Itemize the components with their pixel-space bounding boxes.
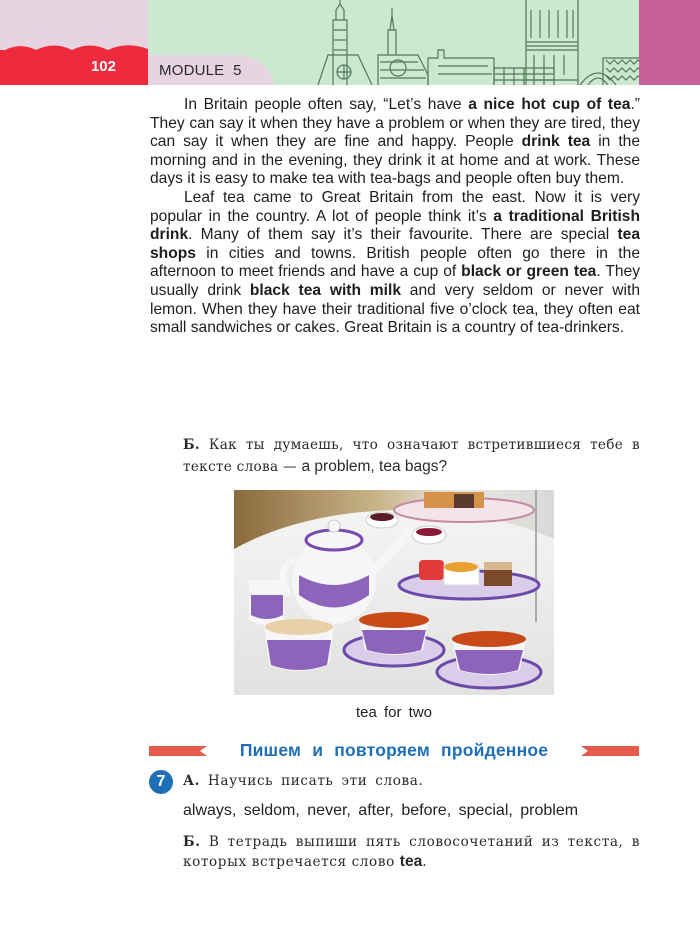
task-b-english-words: a problem, tea bags?: [301, 458, 448, 475]
module-label: MODULE 5: [159, 62, 242, 79]
text-run: . They usually drink: [150, 263, 640, 299]
header-right-band: [639, 0, 700, 85]
reading-paragraph-1: [150, 96, 640, 189]
exercise-b-keyword: tea: [399, 853, 423, 870]
exercise-b-instruction: [183, 832, 640, 872]
highlighted-phrase: a nice hot cup of tea: [468, 96, 631, 113]
text-run: and very seldom or never with lemon. When they have their traditional five o’clock tea, they often eat small sandwiches or cakes. Great Britain is a country of tea-drinkers.: [150, 281, 641, 337]
exercise-number-badge: 7: [149, 770, 173, 794]
task-b-text: Как ты думаешь, что означают встретившиеся тебе в тексте слова —: [183, 437, 640, 475]
highlighted-phrase: black tea with milk: [249, 281, 402, 299]
reading-paragraph-2: [150, 189, 640, 338]
text-run: in cities and towns. British people often go there in the afternoon to meet friends and have a cup of: [150, 244, 640, 281]
exercise-b-end: .: [422, 854, 428, 870]
vocabulary-word-list: always, seldom, never, after, before, special, problem: [183, 802, 579, 819]
page-number: 102: [90, 58, 116, 75]
page-number-tab: [0, 50, 148, 85]
text-run: . Many of them say it’s their favourite. There are special: [188, 226, 618, 244]
photo-caption: tea for two: [355, 704, 433, 721]
module-tab: [148, 55, 273, 85]
page-header: [0, 0, 700, 85]
task-b-label: Б.: [183, 437, 200, 453]
highlighted-phrase: drink tea: [521, 133, 591, 151]
text-run: .” They can say it when they have a problem or when they are tired, they can say it when they are fine and happy. People: [150, 96, 640, 151]
exercise-a-instruction: [183, 773, 423, 789]
ribbon-right-icon: [581, 746, 639, 756]
exercise-a-text: Научись писать эти слова.: [200, 773, 424, 789]
highlighted-phrase: black or green tea: [461, 263, 597, 281]
tea-set-illustration: [234, 490, 554, 695]
exercise-b-label: Б.: [183, 834, 201, 850]
reading-text: [150, 96, 640, 338]
section-header: [149, 740, 639, 764]
task-b-question: [183, 435, 640, 478]
text-run: in the morning and in the evening, they drink it at home and at work. These days it is easy to make tea with tea-bags and people often buy them.: [150, 133, 640, 188]
exercise-b-text: В тетрадь выпиши пять словосочетаний из текста, в которых встречается слово: [183, 834, 640, 870]
exercise-a-label: А.: [183, 773, 201, 789]
tea-set-photo: [234, 490, 554, 695]
ribbon-left-icon: [149, 746, 207, 756]
text-run: In Britain people often say, “Let’s have: [184, 96, 469, 113]
highlighted-phrase: a traditional British drink: [150, 207, 640, 244]
highlighted-phrase: tea shops: [150, 226, 640, 262]
text-run: Leaf tea came to Great Britain from the east. Now it is very popular in the country. A lot of people think it’s: [150, 188, 640, 225]
section-title: Пишем и повторяем пройденное: [239, 740, 549, 760]
scalloped-edge-icon: [0, 41, 148, 53]
